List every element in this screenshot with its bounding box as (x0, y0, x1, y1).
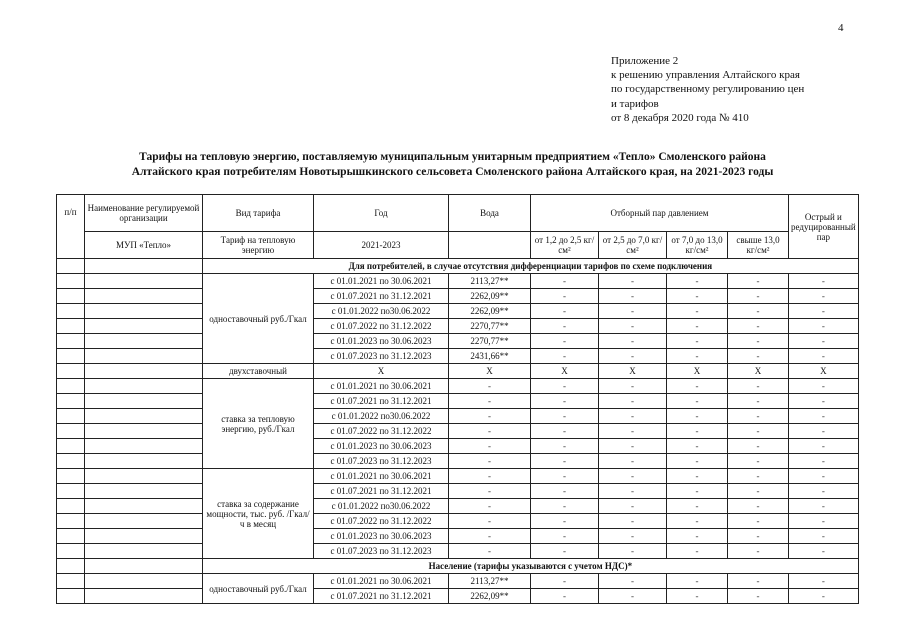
header-year: Год (314, 195, 449, 232)
group-label: одноставочный руб./Гкал (203, 274, 314, 364)
document-title (0, 150, 905, 180)
header-row-2 (57, 232, 859, 259)
section-title: Население (тарифы указываются с учетом НДС)* (203, 559, 859, 574)
header-row-1 (57, 195, 859, 232)
table-row: с 01.01.2023 по 30.06.2023 - - - - - - (57, 439, 859, 454)
table-row: ставка за содержание мощности, тыс. руб. /Гкал/ч в месяц с 01.01.2021 по 30.06.2021 - - - - - - (57, 469, 859, 484)
table-row: с 01.01.2022 по30.06.2022 - - - - - - (57, 409, 859, 424)
table-row: с 01.07.2022 по 31.12.2022 - - - - - - (57, 424, 859, 439)
org-name: МУП «Тепло» (85, 232, 203, 259)
table-row: с 01.01.2022 по30.06.2022 2262,09** - - - - - (57, 304, 859, 319)
years: 2021-2023 (314, 232, 449, 259)
water-value: 2431,66** (449, 349, 531, 364)
tariff-kind: Тариф на тепловую энергию (203, 232, 314, 259)
table-row: с 01.07.2021 по 31.12.2021 - - - - - - (57, 394, 859, 409)
table-row: с 01.07.2022 по 31.12.2022 - - - - - - (57, 514, 859, 529)
appendix-line: Приложение 2 (611, 55, 679, 67)
water-value: 2262,09** (449, 289, 531, 304)
period: с 01.01.2023 по 30.06.2023 (314, 334, 449, 349)
header-num: п/п (57, 195, 85, 259)
period: с 01.07.2022 по 31.12.2022 (314, 514, 449, 529)
period: с 01.07.2022 по 31.12.2022 (314, 319, 449, 334)
period: с 01.01.2021 по 30.06.2021 (314, 379, 449, 394)
header-p4: свыше 13,0 кг/см² (728, 232, 789, 259)
tariff-table (56, 194, 859, 604)
table-row: с 01.07.2023 по 31.12.2023 - - - - - - (57, 454, 859, 469)
table-row: с 01.01.2022 по30.06.2022 - - - - - - (57, 499, 859, 514)
period: с 01.07.2022 по 31.12.2022 (314, 424, 449, 439)
title-line-1: Тарифы на тепловую энергию, поставляемую муниципальным унитарным предприятием «Тепло» Смоленского района (139, 151, 766, 163)
header-p1: от 1,2 до 2,5 кг/см² (531, 232, 599, 259)
period: с 01.07.2023 по 31.12.2023 (314, 544, 449, 559)
section-row (57, 559, 859, 574)
water-value: 2113,27** (449, 274, 531, 289)
period: с 01.01.2021 по 30.06.2021 (314, 574, 449, 589)
period: с 01.07.2021 по 31.12.2021 (314, 589, 449, 604)
appendix-note (611, 54, 804, 125)
period: с 01.01.2022 по30.06.2022 (314, 499, 449, 514)
group-label: двухставочный (203, 364, 314, 379)
table-row: с 01.07.2023 по 31.12.2023 - - - - - - (57, 544, 859, 559)
period: с 01.07.2021 по 31.12.2021 (314, 484, 449, 499)
period: с 01.01.2021 по 30.06.2021 (314, 469, 449, 484)
water-value: 2270,77** (449, 319, 531, 334)
period: с 01.01.2023 по 30.06.2023 (314, 439, 449, 454)
group-label: ставка за тепловую энергию, руб./Гкал (203, 379, 314, 469)
period: с 01.01.2023 по 30.06.2023 (314, 529, 449, 544)
table-row: с 01.07.2021 по 31.12.2021 2262,09** - - - - - (57, 589, 859, 604)
header-steam: Отборный пар давлением (531, 195, 789, 232)
period: с 01.01.2022 по30.06.2022 (314, 304, 449, 319)
header-kind: Вид тарифа (203, 195, 314, 232)
water-value: 2262,09** (449, 589, 531, 604)
header-p2: от 2,5 до 7,0 кг/см² (599, 232, 667, 259)
table-row: ставка за тепловую энергию, руб./Гкал с 01.01.2021 по 30.06.2021 - - - - - - (57, 379, 859, 394)
table-row: одноставочный руб./Гкал с 01.01.2021 по 30.06.2021 2113,27** - - - - - (57, 274, 859, 289)
water-value: 2270,77** (449, 334, 531, 349)
group-label: ставка за содержание мощности, тыс. руб. /Гкал/ч в месяц (203, 469, 314, 559)
period: с 01.01.2021 по 30.06.2021 (314, 274, 449, 289)
section-title: Для потребителей, в случае отсутствия дифференциации тарифов по схеме подключения (203, 259, 859, 274)
appendix-line: от 8 декабря 2020 года № 410 (611, 111, 749, 124)
appendix-line: по государственному регулированию цен (611, 83, 805, 96)
table-row: с 01.01.2023 по 30.06.2023 - - - - - - (57, 529, 859, 544)
table-row: с 01.07.2023 по 31.12.2023 2431,66** - - - - - (57, 349, 859, 364)
water-value: 2262,09** (449, 304, 531, 319)
period: с 01.07.2023 по 31.12.2023 (314, 454, 449, 469)
group-label: одноставочный руб./Гкал (203, 574, 314, 604)
header-org: Наименование регулируемой организации (85, 195, 203, 232)
table-row: одноставочный руб./Гкал с 01.01.2021 по 30.06.2021 2113,27** - - - - - (57, 574, 859, 589)
period: с 01.07.2023 по 31.12.2023 (314, 349, 449, 364)
period: с 01.07.2021 по 31.12.2021 (314, 394, 449, 409)
header-sharp: Острый и редуцированный пар (789, 195, 859, 259)
water-empty (449, 232, 531, 259)
appendix-line: к решению управления Алтайского края (611, 69, 800, 82)
header-water: Вода (449, 195, 531, 232)
period: с 01.01.2022 по30.06.2022 (314, 409, 449, 424)
page-number: 4 (838, 22, 844, 34)
water-value: 2113,27** (449, 574, 531, 589)
table-row: двухставочный X X X X X X X (57, 364, 859, 379)
table-row: с 01.07.2021 по 31.12.2021 - - - - - - (57, 484, 859, 499)
header-p3: от 7,0 до 13,0 кг/см² (667, 232, 728, 259)
period: с 01.07.2021 по 31.12.2021 (314, 289, 449, 304)
table-row: с 01.07.2021 по 31.12.2021 2262,09** - - - - - (57, 289, 859, 304)
title-line-2: Алтайского края потребителям Новотырышкинского сельсовета Смоленского района Алтайского края, на 2021-2023 годы (131, 166, 774, 178)
table-row: с 01.07.2022 по 31.12.2022 2270,77** - - - - - (57, 319, 859, 334)
section-row (57, 259, 859, 274)
appendix-line: и тарифов (611, 97, 659, 110)
table-row: с 01.01.2023 по 30.06.2023 2270,77** - - - - - (57, 334, 859, 349)
